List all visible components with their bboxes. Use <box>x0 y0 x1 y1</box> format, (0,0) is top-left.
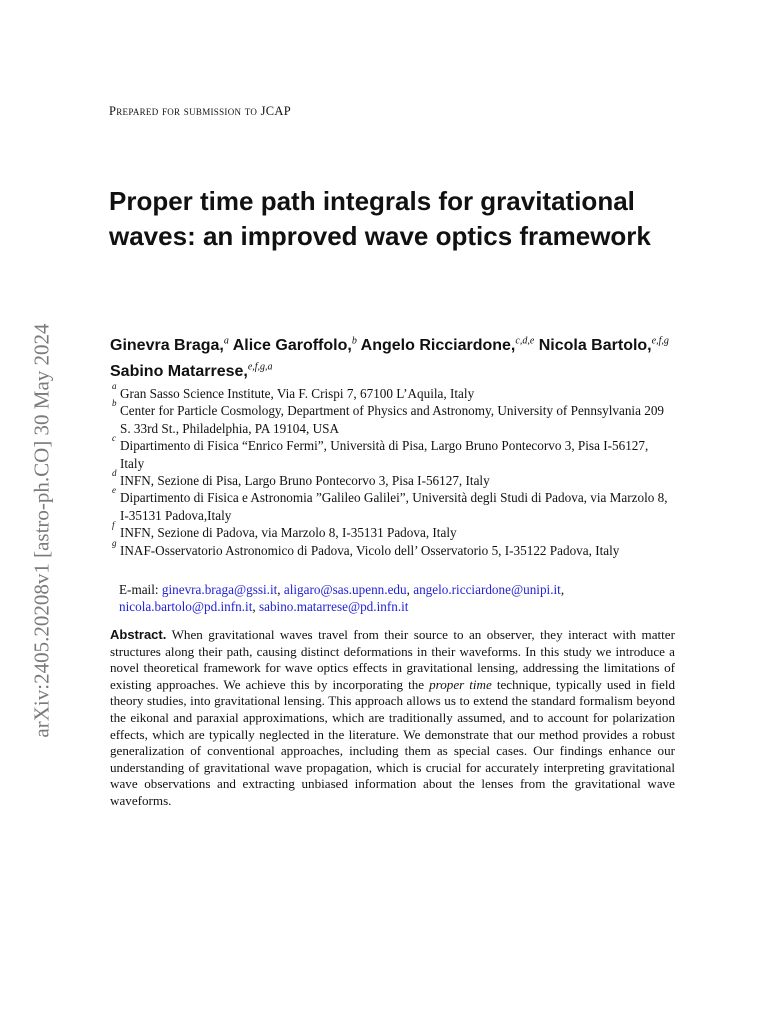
affiliation: f INFN, Sezione di Padova, via Marzolo 8, I-35131 Padova, Italy <box>112 520 457 541</box>
affiliation: e Dipartimento di Fisica e Astronomia ”Galileo Galilei”, Università degli Studi di Padova, via Marzolo 8, I-35131 Padova,Italy <box>112 485 668 523</box>
affiliation-list <box>112 381 675 559</box>
email-link[interactable]: sabino.matarrese@pd.infn.it <box>258 599 409 615</box>
abstract <box>110 627 675 810</box>
author: Alice Garoffolo,$^b$ <box>232 336 357 355</box>
author: Ginevra Braga,$^a$ <box>110 336 229 355</box>
email-label: E-mail: <box>119 582 159 597</box>
author: Nicola Bartolo,$^{e,f,g}$ <box>538 336 669 355</box>
email-link[interactable]: angelo.ricciardone@unipi.it <box>413 582 561 597</box>
arxiv-identifier: arXiv:2405.20208v1 [astro-ph.CO] 30 May 2024 <box>29 322 54 738</box>
email-link[interactable]: ginevra.braga@gssi.it <box>161 582 278 597</box>
submission-note: Prepared for submission to JCAP <box>109 104 291 118</box>
abstract-text: technique, typically used in field theory studies, into gravitational lensing. This approach allows us to extend the standard formalism beyond the eikonal and paraxial approximations, which are traditionally assumed, and to account for polarization effects, which are typically neglected in the literature. We demonstrate that our method provides a robust generalization of conventional approaches, including them as special cases. Our findings enhance our understanding of gravitational wave propagation, which is crucial for accurately interpreting gravitational wave observations and extracting unbiased information about the lenses from the gravitational wave waveforms. <box>110 676 676 808</box>
abstract-heading: Abstract. <box>110 627 167 642</box>
abstract-emphasis: proper time <box>429 676 492 692</box>
affiliation: g INAF-Osservatorio Astronomico di Padova, Vicolo dell’ Osservatorio 5, I-35122 Padova, Italy <box>112 537 620 558</box>
affiliation: a Gran Sasso Science Institute, Via F. Crispi 7, 67100 L’Aquila, Italy <box>112 381 475 401</box>
arxiv-sidebar-stamp <box>22 285 62 775</box>
email-link[interactable]: nicola.bartolo@pd.infn.it <box>119 599 253 615</box>
paper-title: Proper time path integrals for gravitational waves: an improved wave optics framework <box>109 186 651 251</box>
author: Angelo Ricciardone,$^{c,d,e}$ <box>360 336 535 355</box>
author-list <box>110 331 670 382</box>
affiliation: d INFN, Sezione di Pisa, Largo Bruno Pontecorvo 3, Pisa I-56127, Italy <box>112 468 490 489</box>
author: Sabino Matarrese,$^{e,f,g,a}$ <box>110 361 273 380</box>
email-link[interactable]: aligaro@sas.upenn.edu <box>283 582 407 597</box>
email-block: E-mail: ginevra.braga@gssi.it, aligaro@sas.upenn.edu, angelo.ricciardone@unipi.it, nicola.bartolo@pd.infn.it, sabino.matarrese@pd.infn.it <box>119 582 565 615</box>
affiliation: b Center for Particle Cosmology, Department of Physics and Astronomy, University of Pennsylvania 209 S. 33rd St., Philadelphia, PA 19104, USA <box>112 398 665 436</box>
abstract-text: When gravitational waves travel from their source to an observer, they interact with matter structures along their path, causing distinct deformations in their waveforms. In this study we introduce a novel theoretical framework for wave optics effects in gravitational lensing, addressing the limitations of existing approaches. We achieve this by incorporating the <box>110 627 675 692</box>
affiliation: c Dipartimento di Fisica “Enrico Fermi”, Università di Pisa, Largo Bruno Pontecorvo 3, Pisa I-56127, Italy <box>112 433 649 471</box>
